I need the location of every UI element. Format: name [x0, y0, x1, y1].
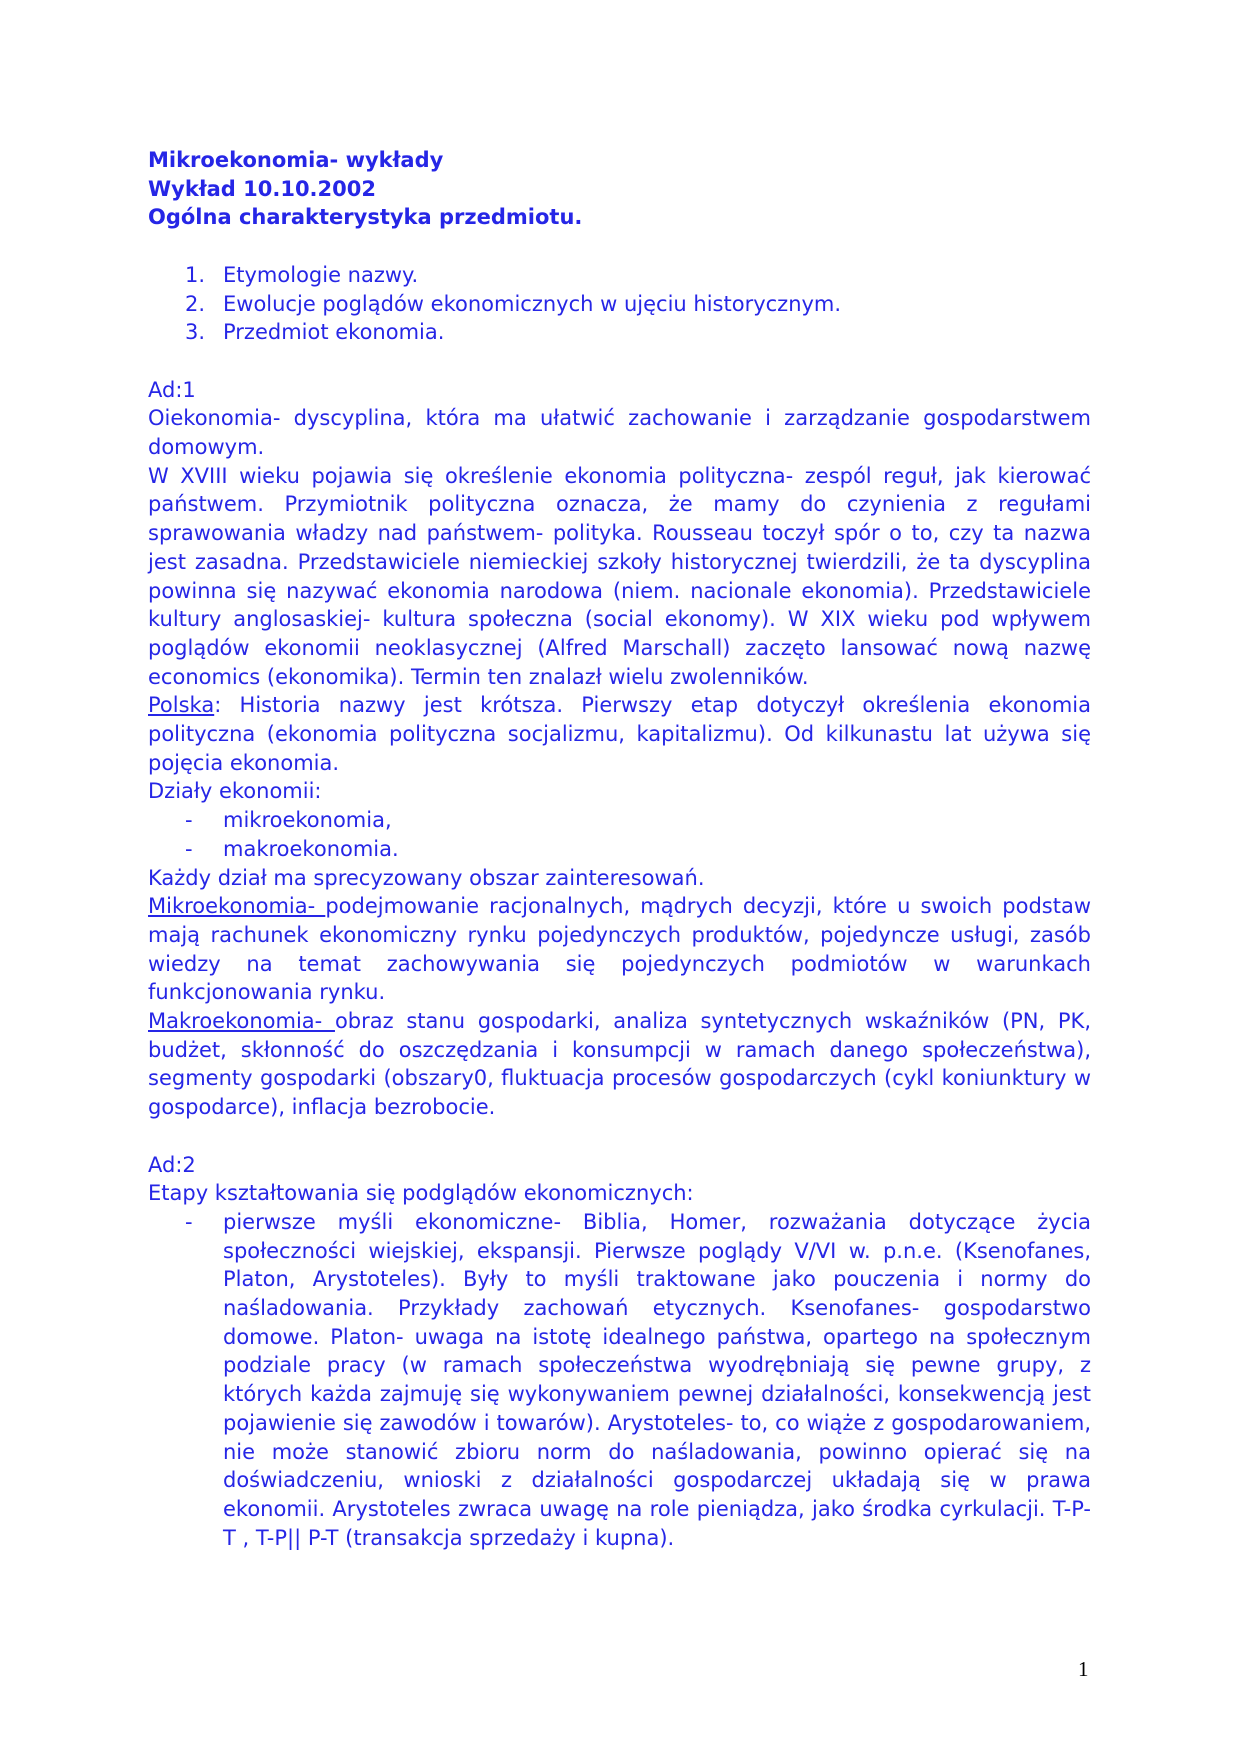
spacer [148, 232, 1091, 261]
spacer [148, 1122, 1091, 1151]
list-item [148, 318, 1091, 347]
dash-marker: - [185, 808, 193, 833]
mikro-text: podejmowanie racjonalnych, mądrych decyzji, które u swoich podstaw mają rachunek ekonomiczny rynku pojedynczych produktów, pojedyncze usługi, zasób wiedzy na temat zachowywania się pojedynczych podmiotów w warunkach funkcjonowania rynku. [148, 894, 1091, 1005]
paragraph-polska [148, 691, 1091, 777]
list-item [148, 261, 1091, 290]
document-title: Mikroekonomia- wykłady [148, 148, 444, 172]
paragraph-history: W XVIII wieku pojawia się określenie ekonomia polityczna- zespól reguł, jak kierować państwem. Przymiotnik polityczna oznacza, że mamy do czynienia z regułami sprawowania władzy nad państwem- polityka. Rousseau toczył spór o to, czy ta nazwa jest zasadna. Przedstawiciele niemieckiej szkoły historycznej twierdzili, że ta dyscyplina powinna się nazywać ekonomia narodowa (niem. nacionale ekonomia). Przedstawiciele kultury anglosaskiej- kultura społeczna (social ekonomy). W XIX wieku pod wpływem poglądów ekonomii neoklasycznej (Alfred Marschall) zaczęto lansować nową nazwę economics (ekonomika). Termin ten znalazł wielu zwolenników. [148, 463, 1091, 689]
etapy-list [148, 1208, 1091, 1552]
mikro-label: Mikroekonomia- [148, 894, 326, 919]
list-item [148, 1208, 1091, 1552]
list-number: 3. [185, 320, 206, 345]
ad2-intro: Etapy kształtowania się podglądów ekonomicznych: [148, 1181, 694, 1206]
dash-marker: - [185, 836, 193, 861]
paragraph-mikro [148, 892, 1091, 1007]
spacer [148, 347, 1091, 376]
list-item-text: Etymologie nazwy. [223, 262, 419, 287]
paragraph-kazdy: Każdy dział ma sprecyzowany obszar zainteresowań. [148, 865, 705, 890]
page-number: 1 [1078, 1657, 1089, 1681]
document-page [148, 146, 1091, 1552]
dzialy-list [148, 806, 1091, 863]
list-item-text: pierwsze myśli ekonomiczne- Biblia, Homer, rozważania dotyczące życia społeczności wiejskiej, ekspansji. Pierwsze poglądy V/VI w. p.n.e. (Ksenofanes, Platon, Arystoteles). Były to myśli traktowane jako pouczenia i normy do naśladowania. Przykłady zachowań etycznych. Ksenofanes- gospodarstwo domowe. Platon- uwaga na istotę idealnego państwa, opartego na społecznym podziale pracy (w ramach społeczeństwa wyodrębniają się pewne grupy, z których każda zajmuję się wykonywaniem pewnej działalności, konsekwencją jest pojawienie się zawodów i towarów). Arystoteles- to, co wiąże z gospodarowaniem, nie może stanowić zbioru norm do naśladowania, powinno opierać się na doświadczeniu, wnioski z działalności gospodarczej układają się w prawa ekonomii. Arystoteles zwraca uwagę na role pieniądza, jako środka cyrkulacji. T-P-T , T-P|| P-T (transakcja sprzedaży i kupna). [223, 1209, 1091, 1550]
list-number: 2. [185, 291, 206, 316]
list-item [148, 290, 1091, 319]
polska-text: : Historia nazwy jest krótsza. Pierwszy etap dotyczył określenia ekonomia polityczna (ekonomia polityczna socjalizmu, kapitalizmu). Od kilkunastu lat używa się pojęcia ekonomia. [148, 693, 1091, 775]
paragraph-makro [148, 1007, 1091, 1122]
lecture-subtitle: Ogólna charakterystyka przedmiotu. [148, 205, 583, 230]
list-number: 1. [185, 262, 206, 287]
makro-text: obraz stanu gospodarki, analiza syntetycznych wskaźników (PN, PK, budżet, skłonność do oszczędzania i konsumpcji w ramach danego społeczeństwa), segmenty gospodarki (obszary0, fluktuacja procesów gospodarczych (cykl koniunktury w gospodarce), inflacja bezrobocie. [148, 1009, 1092, 1120]
lecture-date: Wykład 10.10.2002 [148, 176, 376, 201]
list-item [148, 806, 1091, 835]
dzialy-heading: Działy ekonomii: [148, 779, 322, 804]
list-item-text: Przedmiot ekonomia. [223, 320, 445, 345]
polska-label: Polska [148, 693, 215, 718]
outline-list [148, 261, 1091, 347]
makro-label: Makroekonomia- [148, 1009, 335, 1034]
ad1-heading: Ad:1 [148, 377, 196, 402]
dash-marker: - [185, 1209, 193, 1234]
list-item [148, 835, 1091, 864]
paragraph-oiekonomia: Oiekonomia- dyscyplina, która ma ułatwić zachowanie i zarządzanie gospodarstwem domowym. [148, 406, 1091, 459]
list-item-text: mikroekonomia, [223, 808, 392, 833]
list-item-text: Ewolucje poglądów ekonomicznych w ujęciu historycznym. [223, 291, 842, 316]
list-item-text: makroekonomia. [223, 836, 399, 861]
ad2-heading: Ad:2 [148, 1152, 196, 1177]
